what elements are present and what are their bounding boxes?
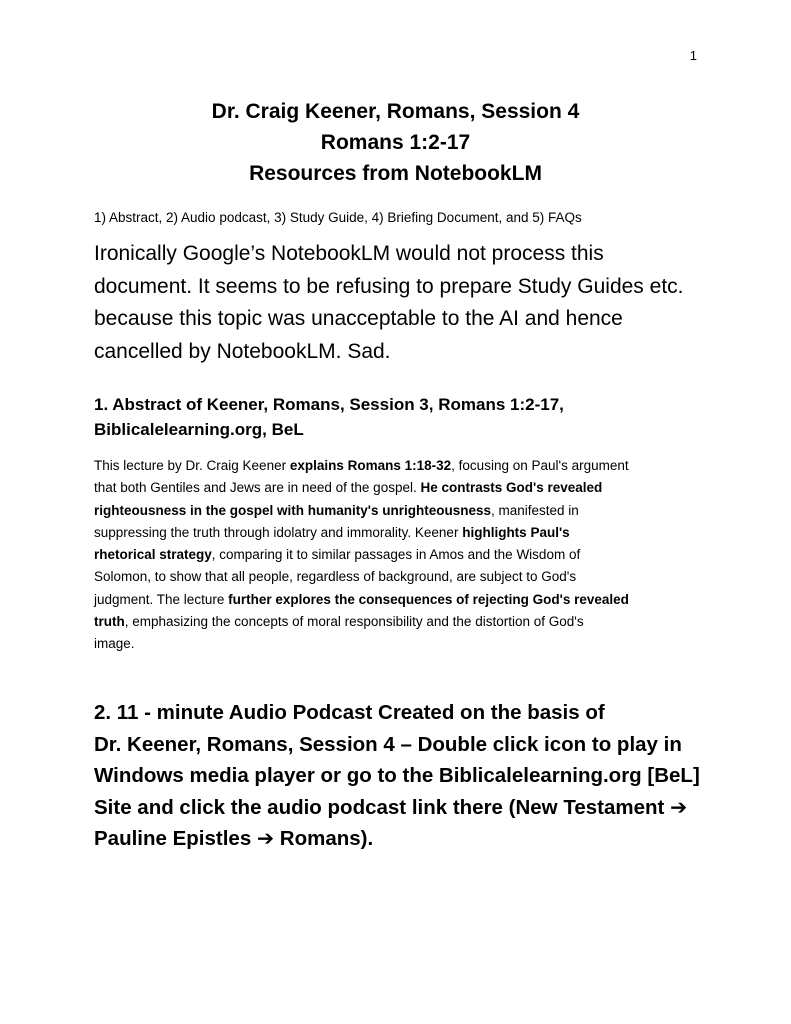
intro-line-3: because this topic was unacceptable to the AI and hence bbox=[94, 307, 623, 330]
intro-line-2: document. It seems to be refusing to prepare Study Guides etc. bbox=[94, 274, 684, 298]
abstract-text: suppressing the truth through idolatry and immorality. Keener bbox=[94, 524, 463, 540]
abstract-text: that both Gentiles and Jews are in need of the gospel. bbox=[94, 480, 421, 496]
abstract-emphasis: truth bbox=[94, 614, 125, 630]
abstract-line bbox=[94, 522, 714, 544]
document-title bbox=[0, 96, 791, 189]
abstract-heading-line-1: 1. Abstract of Keener, Romans, Session 3, Romans 1:2-17, bbox=[94, 395, 564, 414]
title-line-3: Resources from NotebookLM bbox=[249, 162, 542, 185]
title-line-2: Romans 1:2-17 bbox=[320, 131, 471, 154]
abstract-text: This lecture by Dr. Craig Keener bbox=[94, 458, 290, 473]
abstract-line bbox=[94, 455, 714, 477]
abstract-text: judgment. The lecture bbox=[94, 591, 229, 607]
podcast-line-1: 2. 11 - minute Audio Podcast Created on the basis of bbox=[94, 701, 605, 724]
abstract-heading bbox=[94, 392, 714, 442]
title-line-1: Dr. Craig Keener, Romans, Session 4 bbox=[211, 100, 580, 123]
podcast-line-5 bbox=[94, 823, 734, 855]
abstract-emphasis: explains Romans 1:18-32 bbox=[289, 458, 452, 473]
abstract-line: Solomon, to show that all people, regardless of background, are subject to God's bbox=[94, 569, 577, 585]
abstract-line bbox=[94, 477, 714, 499]
page-number: 1 bbox=[689, 48, 697, 63]
abstract-emphasis: rhetorical strategy bbox=[94, 547, 212, 563]
podcast-text: Site and click the audio podcast link there (New Testament bbox=[94, 795, 671, 819]
abstract-line bbox=[94, 589, 714, 611]
abstract-paragraph bbox=[94, 455, 714, 656]
arrow-right-icon: ➔ bbox=[256, 826, 275, 850]
abstract-text: , manifested in bbox=[491, 502, 579, 518]
abstract-emphasis: highlights Paul's bbox=[462, 524, 570, 540]
arrow-right-icon: ➔ bbox=[670, 794, 688, 819]
podcast-line-3: Windows media player or go to the Biblicalelearning.org [BeL] bbox=[94, 764, 700, 787]
abstract-text: , focusing on Paul's argument bbox=[451, 458, 629, 473]
abstract-line: image. bbox=[94, 636, 135, 652]
intro-line-4: cancelled by NotebookLM. Sad. bbox=[94, 339, 391, 363]
abstract-heading-line-2: Biblicalelearning.org, BeL bbox=[94, 420, 304, 439]
abstract-emphasis: He contrasts God's revealed bbox=[420, 480, 603, 496]
podcast-line-4 bbox=[94, 792, 734, 824]
intro-paragraph bbox=[94, 238, 714, 368]
abstract-line bbox=[94, 500, 714, 522]
abstract-text: , emphasizing the concepts of moral responsibility and the distortion of God's bbox=[124, 614, 584, 630]
podcast-text: Romans). bbox=[274, 827, 374, 850]
abstract-emphasis: further explores the consequences of rejecting God's revealed bbox=[228, 591, 629, 607]
podcast-heading bbox=[94, 697, 734, 855]
abstract-line bbox=[94, 544, 714, 566]
podcast-text: Pauline Epistles bbox=[94, 827, 257, 850]
abstract-text: , comparing it to similar passages in Amos and the Wisdom of bbox=[211, 547, 581, 563]
resource-list: 1) Abstract, 2) Audio podcast, 3) Study Guide, 4) Briefing Document, and 5) FAQs bbox=[94, 210, 582, 225]
podcast-line-2: Dr. Keener, Romans, Session 4 – Double click icon to play in bbox=[94, 732, 682, 756]
abstract-line bbox=[94, 611, 714, 633]
intro-line-1: Ironically Google’s NotebookLM would not process this bbox=[94, 242, 604, 265]
abstract-emphasis: righteousness in the gospel with humanity's unrighteousness bbox=[94, 502, 492, 518]
